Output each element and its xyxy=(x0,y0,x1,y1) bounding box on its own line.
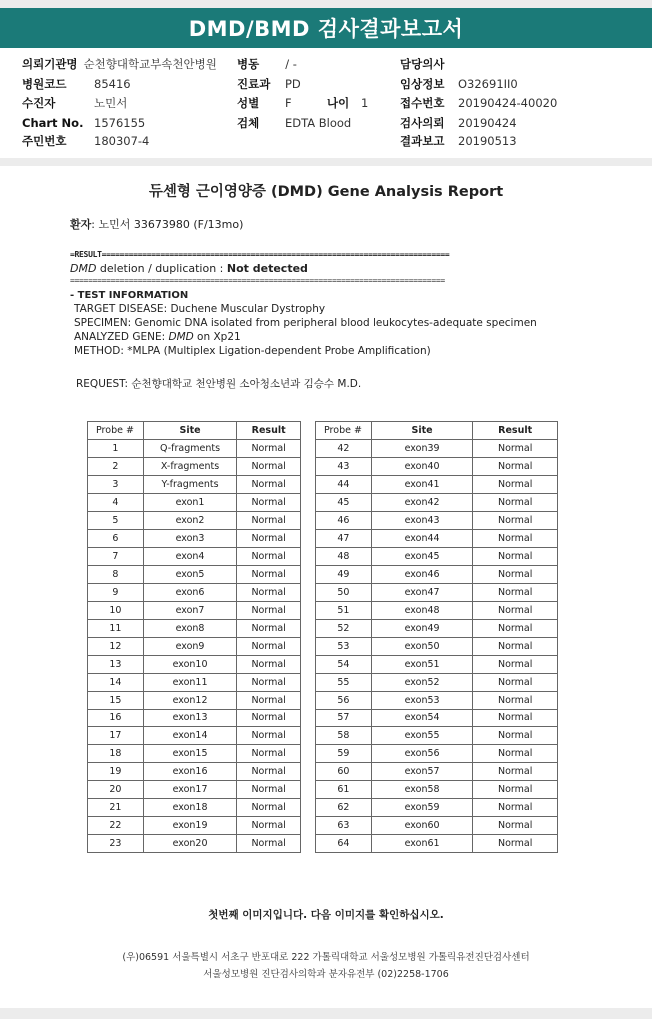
table-row xyxy=(316,781,558,799)
table-row xyxy=(316,763,558,781)
probe-cell: 14 xyxy=(88,673,144,691)
result-cell: Normal xyxy=(473,529,558,547)
result-cell: Normal xyxy=(473,547,558,565)
site-cell: exon15 xyxy=(143,745,237,763)
site-cell: exon46 xyxy=(371,565,473,583)
table-row xyxy=(316,601,558,619)
result-cell: Normal xyxy=(237,457,301,475)
result-cell: Normal xyxy=(473,475,558,493)
rrn-value: 180307-4 xyxy=(94,134,150,148)
site-header: Site xyxy=(143,422,237,440)
probe-header: Probe # xyxy=(316,422,372,440)
result-cell: Normal xyxy=(237,583,301,601)
result-cell: Normal xyxy=(237,529,301,547)
site-header: Site xyxy=(371,422,473,440)
result-cell: Normal xyxy=(473,511,558,529)
site-cell: exon53 xyxy=(371,691,473,709)
probe-cell: 42 xyxy=(316,439,372,457)
site-cell: exon57 xyxy=(371,763,473,781)
probe-cell: 56 xyxy=(316,691,372,709)
probe-cell: 6 xyxy=(88,529,144,547)
receipt-no-value: 20190424-40020 xyxy=(458,96,558,110)
result-cell: Normal xyxy=(237,655,301,673)
probe-cell: 21 xyxy=(88,799,144,817)
site-cell: exon48 xyxy=(371,601,473,619)
site-cell: exon54 xyxy=(371,709,473,727)
probe-cell: 18 xyxy=(88,745,144,763)
probe-cell: 60 xyxy=(316,763,372,781)
site-cell: exon61 xyxy=(371,835,473,853)
attending-row xyxy=(400,56,450,72)
institution-value: 순천향대학교부속천안병원 xyxy=(83,57,217,71)
table-row xyxy=(88,529,301,547)
result-header-cell: Result xyxy=(473,422,558,440)
site-cell: exon17 xyxy=(143,781,237,799)
table-row xyxy=(316,637,558,655)
table-row xyxy=(88,565,301,583)
chart-value: 1576155 xyxy=(94,116,146,130)
probe-cell: 51 xyxy=(316,601,372,619)
department-row xyxy=(237,76,301,92)
result-cell: Normal xyxy=(473,637,558,655)
result-cell: Normal xyxy=(237,727,301,745)
department-value: PD xyxy=(285,77,301,91)
probe-cell: 20 xyxy=(88,781,144,799)
request-date-value: 20190424 xyxy=(458,116,517,130)
age-row xyxy=(327,95,368,111)
site-cell: exon49 xyxy=(371,619,473,637)
table-row xyxy=(88,781,301,799)
institution-row xyxy=(22,56,217,72)
result-cell: Normal xyxy=(237,565,301,583)
table-row xyxy=(88,475,301,493)
site-cell: exon41 xyxy=(371,475,473,493)
table-row xyxy=(316,691,558,709)
table-row xyxy=(88,493,301,511)
result-cell: Normal xyxy=(473,835,558,853)
next-page-notice: 첫번째 이미지입니다. 다음 이미지를 확인하십시오. xyxy=(208,909,444,921)
probe-cell: 64 xyxy=(316,835,372,853)
site-cell: exon40 xyxy=(371,457,473,475)
result-line xyxy=(70,262,308,275)
result-cell: Normal xyxy=(473,655,558,673)
result-cell: Normal xyxy=(473,781,558,799)
probe-cell: 59 xyxy=(316,745,372,763)
request-date-label: 검사의뢰 xyxy=(400,116,445,130)
site-cell: exon14 xyxy=(143,727,237,745)
clinical-info-label: 임상정보 xyxy=(400,77,445,91)
result-header-cell: Result xyxy=(237,422,301,440)
table-row xyxy=(88,619,301,637)
analyzed-gene xyxy=(74,331,241,343)
report-patient-line xyxy=(70,216,243,232)
site-cell: exon2 xyxy=(143,511,237,529)
report-date-value: 20190513 xyxy=(458,134,517,148)
rrn-row xyxy=(22,133,149,149)
table-row xyxy=(316,475,558,493)
table-row xyxy=(88,637,301,655)
chart-label: Chart No. xyxy=(22,116,84,130)
result-cell: Normal xyxy=(473,727,558,745)
department-label: 진료과 xyxy=(237,77,271,91)
site-cell: exon42 xyxy=(371,493,473,511)
site-cell: X-fragments xyxy=(143,457,237,475)
table-row xyxy=(88,763,301,781)
result-cell: Normal xyxy=(473,565,558,583)
result-cell: Normal xyxy=(237,673,301,691)
result-cell: Normal xyxy=(237,547,301,565)
site-cell: exon56 xyxy=(371,745,473,763)
table-row xyxy=(316,745,558,763)
attending-label: 담당의사 xyxy=(400,57,445,71)
probe-cell: 47 xyxy=(316,529,372,547)
probe-cell: 16 xyxy=(88,709,144,727)
site-cell: exon6 xyxy=(143,583,237,601)
table-row xyxy=(88,511,301,529)
site-cell: exon39 xyxy=(371,439,473,457)
patient-row xyxy=(22,95,127,111)
footer-address: (우)06591 서울특별시 서초구 반포대로 222 가톨릭대학교 서울성모병원 가톨릭유전진단검사센터 xyxy=(122,952,530,963)
analyzed-gene-prefix: ANALYZED GENE: xyxy=(74,331,169,343)
result-cell: Normal xyxy=(237,511,301,529)
probe-cell: 55 xyxy=(316,673,372,691)
result-cell: Normal xyxy=(237,637,301,655)
site-cell: exon7 xyxy=(143,601,237,619)
site-cell: exon13 xyxy=(143,709,237,727)
site-cell: exon12 xyxy=(143,691,237,709)
probe-cell: 53 xyxy=(316,637,372,655)
result-cell: Normal xyxy=(473,691,558,709)
table-row xyxy=(316,709,558,727)
probe-cell: 10 xyxy=(88,601,144,619)
probe-cell: 48 xyxy=(316,547,372,565)
receipt-no-row xyxy=(400,95,557,111)
site-cell: exon51 xyxy=(371,655,473,673)
result-cell: Normal xyxy=(473,619,558,637)
patient-label: 수진자 xyxy=(22,96,56,110)
report-title-bar xyxy=(0,8,652,48)
table-row xyxy=(88,835,301,853)
probe-cell: 43 xyxy=(316,457,372,475)
probe-cell: 19 xyxy=(88,763,144,781)
rrn-label: 주민번호 xyxy=(22,134,67,148)
result-cell: Normal xyxy=(237,763,301,781)
table-row xyxy=(88,439,301,457)
result-cell: Normal xyxy=(237,601,301,619)
probe-cell: 44 xyxy=(316,475,372,493)
site-cell: exon44 xyxy=(371,529,473,547)
result-cell: Normal xyxy=(237,439,301,457)
site-cell: exon10 xyxy=(143,655,237,673)
ward-value: / - xyxy=(285,57,297,71)
hospital-code-label: 병원코드 xyxy=(22,77,67,91)
table-row xyxy=(316,835,558,853)
table-row xyxy=(316,817,558,835)
table-row xyxy=(316,547,558,565)
table-row xyxy=(316,457,558,475)
request-date-row xyxy=(400,115,517,131)
probe-cell: 13 xyxy=(88,655,144,673)
result-cell: Normal xyxy=(473,583,558,601)
site-cell: exon9 xyxy=(143,637,237,655)
site-cell: exon16 xyxy=(143,763,237,781)
table-row xyxy=(316,511,558,529)
table-row xyxy=(316,583,558,601)
probe-cell: 2 xyxy=(88,457,144,475)
method-info: METHOD: *MLPA (Multiplex Ligation-dependent Probe Amplification) xyxy=(74,345,431,357)
table-row xyxy=(316,439,558,457)
site-cell: exon43 xyxy=(371,511,473,529)
table-row xyxy=(88,817,301,835)
ward-row xyxy=(237,56,297,72)
result-cell: Normal xyxy=(473,493,558,511)
institution-label: 의뢰기관명 xyxy=(22,57,78,71)
table-row xyxy=(88,583,301,601)
probe-cell: 52 xyxy=(316,619,372,637)
table-row xyxy=(316,529,558,547)
probe-header: Probe # xyxy=(88,422,144,440)
site-cell: exon11 xyxy=(143,673,237,691)
site-cell: exon18 xyxy=(143,799,237,817)
result-cell: Normal xyxy=(473,457,558,475)
clinical-info-row xyxy=(400,76,518,92)
site-cell: exon55 xyxy=(371,727,473,745)
result-gene: DMD xyxy=(70,262,97,275)
hospital-code-row xyxy=(22,76,131,92)
probe-cell: 9 xyxy=(88,583,144,601)
table-header-row xyxy=(88,422,301,440)
report-page xyxy=(0,166,652,1008)
probe-cell: 57 xyxy=(316,709,372,727)
result-cell: Normal xyxy=(237,835,301,853)
probe-cell: 17 xyxy=(88,727,144,745)
report-date-label: 결과보고 xyxy=(400,134,445,148)
report-patient-label: 환자 xyxy=(70,218,92,231)
site-cell: exon19 xyxy=(143,817,237,835)
probe-cell: 61 xyxy=(316,781,372,799)
analyzed-gene-suffix: on Xp21 xyxy=(193,331,241,343)
table-row xyxy=(88,709,301,727)
specimen-label: 검체 xyxy=(237,116,260,130)
result-cell: Normal xyxy=(237,799,301,817)
result-cell: Normal xyxy=(237,691,301,709)
report-title: 듀센형 근이영양증 (DMD) Gene Analysis Report xyxy=(148,184,504,200)
result-cell: Normal xyxy=(237,781,301,799)
table-row xyxy=(88,457,301,475)
result-cell: Normal xyxy=(237,745,301,763)
result-cell: Normal xyxy=(473,709,558,727)
table-row xyxy=(88,673,301,691)
site-cell: Q-fragments xyxy=(143,439,237,457)
clinical-info-value: O32691II0 xyxy=(458,77,518,91)
site-cell: Y-fragments xyxy=(143,475,237,493)
probe-cell: 4 xyxy=(88,493,144,511)
site-cell: exon60 xyxy=(371,817,473,835)
probe-cell: 46 xyxy=(316,511,372,529)
result-cell: Normal xyxy=(237,817,301,835)
table-row xyxy=(316,799,558,817)
site-cell: exon58 xyxy=(371,781,473,799)
site-cell: exon52 xyxy=(371,673,473,691)
hospital-code-value: 85416 xyxy=(94,77,131,91)
footer-contact: 서울성모병원 진단검사의학과 분자유전부 (02)2258-1706 xyxy=(203,969,449,980)
table-row xyxy=(316,565,558,583)
table-row xyxy=(88,727,301,745)
site-cell: exon20 xyxy=(143,835,237,853)
table-row xyxy=(316,655,558,673)
sex-label: 성별 xyxy=(237,96,260,110)
result-header: =RESULT============================================================================= xyxy=(70,250,450,259)
site-cell: exon5 xyxy=(143,565,237,583)
specimen-value: EDTA Blood xyxy=(285,116,352,130)
chart-row xyxy=(22,115,145,131)
result-cell: Normal xyxy=(473,673,558,691)
probe-cell: 1 xyxy=(88,439,144,457)
probe-cell: 62 xyxy=(316,799,372,817)
result-cell: Normal xyxy=(237,709,301,727)
probe-cell: 8 xyxy=(88,565,144,583)
probe-cell: 54 xyxy=(316,655,372,673)
header-info-panel xyxy=(0,48,652,158)
probe-cell: 45 xyxy=(316,493,372,511)
age-label: 나이 xyxy=(327,96,350,110)
site-cell: exon47 xyxy=(371,583,473,601)
age-value: 1 xyxy=(361,96,369,110)
table-row xyxy=(316,619,558,637)
receipt-no-label: 접수번호 xyxy=(400,96,445,110)
target-disease: TARGET DISEASE: Duchene Muscular Dystrophy xyxy=(74,303,326,315)
ward-label: 병동 xyxy=(237,57,260,71)
result-text: deletion / duplication : xyxy=(96,262,227,275)
table-row xyxy=(88,655,301,673)
sex-value: F xyxy=(285,96,292,110)
test-info-title: - TEST INFORMATION xyxy=(70,290,189,301)
table-row xyxy=(88,799,301,817)
site-cell: exon50 xyxy=(371,637,473,655)
table-row xyxy=(316,493,558,511)
specimen-info: SPECIMEN: Genomic DNA isolated from peripheral blood leukocytes-adequate specimen xyxy=(74,317,537,329)
table-row xyxy=(88,745,301,763)
result-cell: Normal xyxy=(473,763,558,781)
probe-cell: 12 xyxy=(88,637,144,655)
probe-cell: 11 xyxy=(88,619,144,637)
table-header-row xyxy=(316,422,558,440)
probe-cell: 5 xyxy=(88,511,144,529)
table-row xyxy=(88,547,301,565)
specimen-row xyxy=(237,115,351,131)
report-patient-value: : 노민서 33673980 (F/13mo) xyxy=(91,218,244,231)
site-cell: exon8 xyxy=(143,619,237,637)
site-cell: exon4 xyxy=(143,547,237,565)
result-cell: Normal xyxy=(237,493,301,511)
probe-cell: 22 xyxy=(88,817,144,835)
table-row xyxy=(88,601,301,619)
probe-table-left xyxy=(87,421,301,853)
probe-cell: 58 xyxy=(316,727,372,745)
request-info: REQUEST: 순천향대학교 천안병원 소아청소년과 김승수 M.D. xyxy=(76,378,362,390)
result-cell: Normal xyxy=(237,475,301,493)
probe-cell: 23 xyxy=(88,835,144,853)
document-title: DMD/BMD 검사결과보고서 xyxy=(188,17,464,41)
site-cell: exon3 xyxy=(143,529,237,547)
patient-value: 노민서 xyxy=(94,96,128,110)
site-cell: exon59 xyxy=(371,799,473,817)
result-cell: Normal xyxy=(473,817,558,835)
probe-cell: 63 xyxy=(316,817,372,835)
probe-table-right xyxy=(315,421,558,853)
analyzed-gene-name: DMD xyxy=(168,331,194,343)
result-cell: Normal xyxy=(237,619,301,637)
sex-row xyxy=(237,95,292,111)
probe-cell: 50 xyxy=(316,583,372,601)
probe-cell: 7 xyxy=(88,547,144,565)
table-row xyxy=(88,691,301,709)
result-value: Not detected xyxy=(226,262,308,275)
table-row xyxy=(316,673,558,691)
result-cell: Normal xyxy=(473,799,558,817)
result-cell: Normal xyxy=(473,601,558,619)
table-row xyxy=(316,727,558,745)
result-divider: =================================================================================== xyxy=(70,276,445,285)
result-cell: Normal xyxy=(473,439,558,457)
site-cell: exon1 xyxy=(143,493,237,511)
site-cell: exon45 xyxy=(371,547,473,565)
report-date-row xyxy=(400,133,517,149)
result-cell: Normal xyxy=(473,745,558,763)
probe-cell: 3 xyxy=(88,475,144,493)
probe-cell: 49 xyxy=(316,565,372,583)
probe-cell: 15 xyxy=(88,691,144,709)
